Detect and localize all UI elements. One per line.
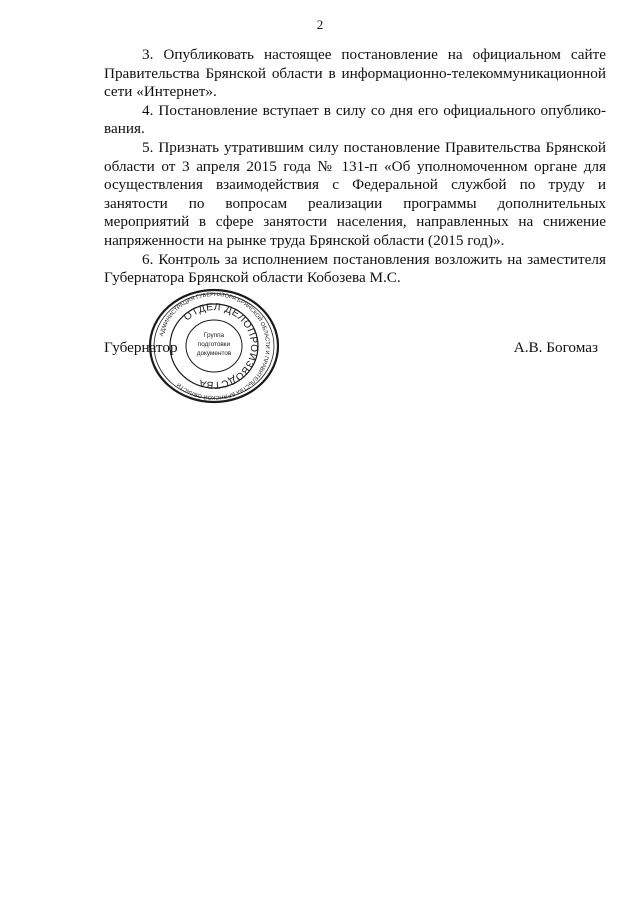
stamp-inner-line-2: подготовки (197, 341, 231, 348)
signer-title: Губернатор (104, 339, 178, 356)
paragraph-6: 6. Контроль за исполнением постановления возложить на заместителя Губернатора Брянской области Кобозева М.С. (104, 250, 606, 287)
stamp-inner-line-3: документов (196, 350, 232, 357)
paragraph-4: 4. Постановление вступает в силу со дня его официального опубликования. (104, 101, 606, 138)
paragraph-3: 3. Опубликовать настоящее постановление на официальном сайте Правительства Брянской области в информационно-телекоммуникационной сети «Интернет». (104, 46, 606, 101)
page-number: 2 (316, 17, 324, 32)
stamp-graphic (146, 288, 282, 404)
signer-name: А.В. Богомаз (513, 339, 598, 356)
stamp-inner-line-1: Группа (203, 332, 225, 339)
stamp-outer-text: АДМИНИСТРАЦИЯ ГУБЕРНАТОРА БРЯНСКОЙ ОБЛАСТИ И ПРАВИТЕЛЬСТВА БРЯНСКОЙ ОБЛАСТИ (159, 291, 271, 401)
stamp-middle-text: ОТДЕЛ ДЕЛОПРОИЗВОДСТВА (182, 301, 260, 391)
paragraph-5: 5. Признать утратившим силу постановление Правительства Брянской области от 3 апреля 2015 года № 131-п «Об уполномоченном органе для осуществления взаимодействия с Федеральной службой по труду и занятости по вопросам реализации программы дополнительных мероприятий в сфере занятости населения, направленных на снижение напряженности на рынке труда Брянской области (2015 год)». (104, 138, 606, 249)
official-stamp (146, 288, 282, 404)
document-body (104, 46, 606, 288)
